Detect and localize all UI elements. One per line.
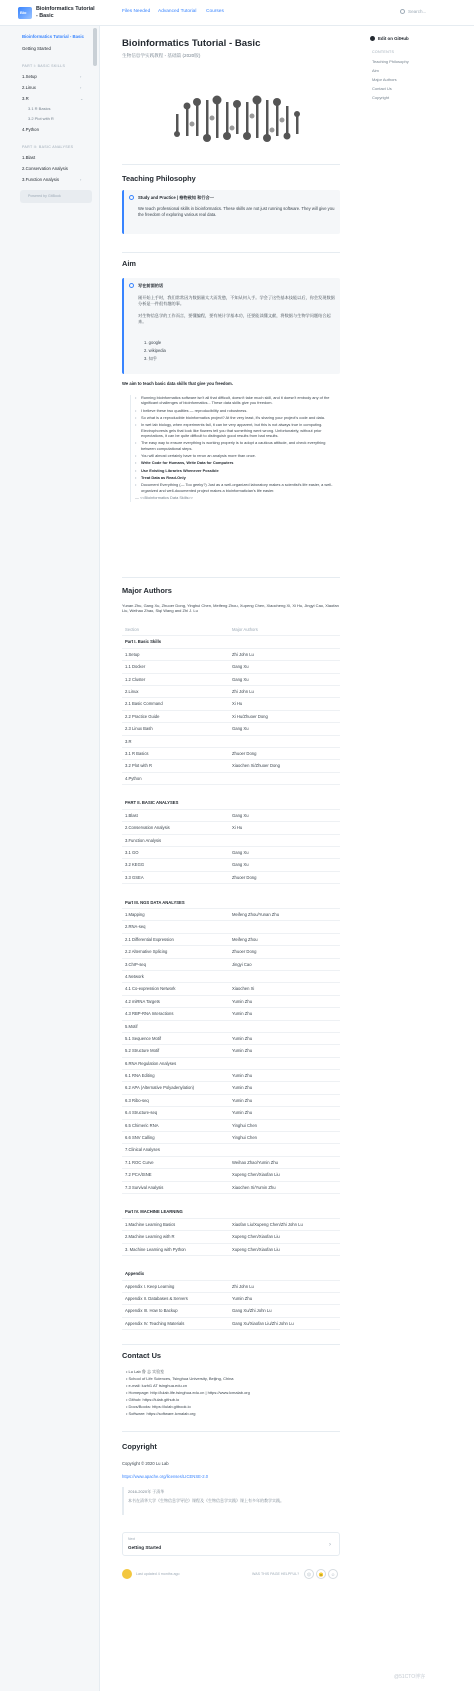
table-row bbox=[122, 946, 340, 958]
cell-authors: Weihao Zhao/Yumin Zhu bbox=[232, 1159, 279, 1165]
feedback-buttons bbox=[302, 1569, 338, 1579]
table-row bbox=[122, 1182, 340, 1194]
cell-authors: Xi Hu bbox=[232, 825, 243, 831]
search-box[interactable] bbox=[400, 9, 426, 15]
toc-heading: CONTENTS bbox=[372, 50, 395, 54]
info-icon bbox=[129, 195, 134, 200]
divider bbox=[122, 252, 340, 253]
aim-bullet: • Running bioinformatics software isn't all that difficult, doesn't take much skill, and it doesn't embody any of the significant challenges of bioinformatics... These data skills give you freedom. bbox=[135, 395, 340, 406]
table-section-row bbox=[122, 1268, 340, 1280]
divider bbox=[122, 1431, 340, 1432]
cell-section: 2.3 Linux Bash bbox=[125, 726, 153, 732]
cell-section: Part III. NGS DATA ANALYSES bbox=[125, 899, 185, 905]
toc-item-major-authors[interactable]: Major Authors bbox=[372, 77, 397, 82]
nav-files-needed[interactable]: Files Needed bbox=[122, 9, 151, 14]
table-row bbox=[122, 711, 340, 723]
table-row bbox=[122, 1157, 340, 1169]
cell-authors: Yumin Zhu bbox=[232, 1097, 253, 1103]
table-row bbox=[122, 674, 340, 686]
cell-section: 3.2 Plot with R bbox=[125, 763, 152, 769]
cell-authors: Gang Xu/Zhi John Lu bbox=[232, 1308, 272, 1314]
cell-section: 2.2 Alternative Splicing bbox=[125, 949, 168, 955]
table-row bbox=[122, 1008, 340, 1020]
contact-github-link[interactable]: • Github: https://lulab.github.io bbox=[126, 1396, 180, 1402]
cell-authors: Xupeng Chen/Xiaofan Liu bbox=[232, 1172, 280, 1178]
heading-major-authors: Major Authors bbox=[122, 586, 172, 595]
table-row bbox=[122, 996, 340, 1008]
table-row bbox=[122, 1058, 340, 1070]
cell-authors: Yumin Zhu bbox=[232, 1073, 253, 1079]
nav-advanced-tutorial[interactable]: Advanced Tutorial bbox=[158, 9, 197, 14]
cell-section: 7.3 Survival Analysis bbox=[125, 1184, 164, 1190]
cell-section: Appendix I. Keep Learning bbox=[125, 1283, 175, 1289]
cell-section: 1.Setup bbox=[125, 651, 140, 657]
cell-section: 5.Motif bbox=[125, 1023, 138, 1029]
table-row bbox=[122, 872, 340, 884]
cell-section: Part I. Basic Skills bbox=[125, 639, 162, 645]
cell-section: 5.2 Structure Motif bbox=[125, 1048, 160, 1054]
helpful-prompt: WAS THIS PAGE HELPFUL? bbox=[252, 1572, 300, 1576]
header-section: Section bbox=[125, 627, 139, 632]
cell-authors: Yumin Zhu bbox=[232, 998, 253, 1004]
top-bar bbox=[0, 0, 474, 26]
aim-source: — <<Bioinformatics Data Skills>> bbox=[135, 494, 193, 500]
table-row bbox=[122, 1305, 340, 1317]
cell-section: 1.Machine Learning Basics bbox=[125, 1221, 176, 1227]
aim-statement: We aim to teach basic data skills that give you freedom. bbox=[122, 381, 233, 386]
hint-study-practice bbox=[122, 190, 340, 234]
contact-item: • e-mail: luzhi1 AT tsinghua.edu.cn bbox=[126, 1382, 188, 1388]
last-updated: Last updated 4 months ago bbox=[136, 1571, 180, 1576]
heading-copyright: Copyright bbox=[122, 1442, 157, 1451]
cell-authors: Gang Xu bbox=[232, 862, 249, 868]
watermark: @51CTO博客 bbox=[394, 1674, 426, 1680]
table-row bbox=[122, 810, 340, 822]
cell-section: 6.3 Ribo-seq bbox=[125, 1097, 149, 1103]
hint-title: 写在前面的话 bbox=[138, 283, 164, 288]
chevron-down-icon[interactable]: ⌄ bbox=[80, 96, 84, 101]
contact-item: • School of Life Sciences, Tsinghua University, Beijing, China bbox=[126, 1375, 234, 1381]
cell-authors: Zhuoer Dong bbox=[232, 949, 257, 955]
table-row bbox=[122, 909, 340, 921]
cell-section: 3.R bbox=[125, 738, 132, 744]
cell-section: 6.5 Chimeric RNA bbox=[125, 1122, 159, 1128]
table-row bbox=[122, 959, 340, 971]
aim-bullet: • In wet lab biology, when experiments fail, it can be very apparent, but this is not always true in computing. Electrophoresis gels that look like flowers tell you that something went wrong. Unfortunately, without prior expectations, it can be quite difficult to distinguish good results from bad results. bbox=[135, 422, 340, 438]
cell-section: 4.Network bbox=[125, 973, 144, 979]
hint-foreword bbox=[122, 278, 340, 374]
table-row bbox=[122, 661, 340, 673]
chevron-icon[interactable]: › bbox=[80, 85, 82, 90]
brand-title[interactable]: Bioinformatics Tutorial - Basic bbox=[36, 6, 95, 20]
table-row bbox=[122, 760, 340, 772]
table-row bbox=[122, 983, 340, 995]
cell-authors: Gang Xu bbox=[232, 664, 249, 670]
page-subtitle: 生物信息学实践教程 - 基础篇 (2020版) bbox=[122, 53, 201, 58]
sidebar-item-home[interactable]: Bioinformatics Tutorial - Basic bbox=[22, 34, 84, 39]
divider bbox=[122, 1344, 340, 1345]
cell-authors: Xupeng Chen/Xiaofan Liu bbox=[232, 1234, 280, 1240]
sidebar-item-getting-started[interactable]: Getting Started bbox=[22, 46, 51, 51]
license-link[interactable]: https://www.apache.org/licenses/LICENSE-2.0 bbox=[122, 1474, 209, 1479]
table-row bbox=[122, 736, 340, 748]
powered-label: Powered by GitBook bbox=[28, 194, 61, 198]
cell-section: 3.3 GSEA bbox=[125, 874, 144, 880]
cell-authors: Xupeng Chen/Xiaofan Liu bbox=[232, 1246, 280, 1252]
aim-bullet: • Use Existing Libraries Whenever Possible bbox=[135, 468, 340, 473]
next-title: Getting Started bbox=[128, 1545, 162, 1550]
aim-bullet: • Write Code for Humans, Write Data for Computers bbox=[135, 460, 340, 465]
authors-list: Yunan Zhu, Gang Xu, Zhuoer Dong, Yinghui Chen, Meifeng Zhou, Xupeng Chen, Xiaocheng Xi, Xi Hu, Jingyi Cao, Xiaofan Liu, Weihao Zhao, Siqi Wang and Zhi J. Lu bbox=[122, 603, 339, 614]
hint-list-item: 1. google bbox=[144, 340, 162, 345]
table-row bbox=[122, 1107, 340, 1119]
table-section-row bbox=[122, 636, 340, 648]
copyright-line: Copyright © 2020 Lu Lab bbox=[122, 1461, 169, 1466]
arrow-right-icon: › bbox=[329, 1542, 331, 1548]
table-row bbox=[122, 1033, 340, 1045]
table-row bbox=[122, 1281, 340, 1293]
avatar bbox=[122, 1569, 132, 1579]
table-row bbox=[122, 649, 340, 661]
divider bbox=[122, 577, 340, 578]
cell-authors: Gang Xu bbox=[232, 676, 249, 682]
cell-authors: Xiaochen Xi/Yumin Zhu bbox=[232, 1184, 276, 1190]
cell-section: 4.Python bbox=[125, 775, 142, 781]
hint-body: We teach professional skills in bioinformatics. These skills are not just running software. They will give you the freedom of exploring various real data. bbox=[138, 206, 335, 217]
table-row bbox=[122, 1021, 340, 1033]
header-authors: Major Authors bbox=[232, 627, 258, 632]
table-row bbox=[122, 971, 340, 983]
table-row bbox=[122, 1095, 340, 1107]
table-row bbox=[122, 723, 340, 735]
table-row bbox=[122, 921, 340, 933]
cell-section: 1.Blast bbox=[125, 812, 138, 818]
aim-bullet: • So what is a reproducible bioinformatics project? At the very least, it's sharing your project's code and data. bbox=[135, 415, 340, 420]
sidebar-item-python[interactable]: 4.Python bbox=[22, 127, 39, 132]
sidebar-heading-part2: PART II: BASIC ANALYSES bbox=[22, 145, 74, 149]
cell-authors: Gang Xu/Xiaofan Liu/Zhi John Lu bbox=[232, 1320, 294, 1326]
cell-authors: Yumin Zhu bbox=[232, 1035, 253, 1041]
hint-title: Study and Practice | 格物致知 和行合一 bbox=[138, 195, 214, 200]
table-row bbox=[122, 1132, 340, 1144]
sidebar-item-conservation[interactable]: 2.Conservation Analysis bbox=[22, 166, 68, 171]
cell-section: 3.1 R Basics bbox=[125, 750, 149, 756]
sidebar-item-function-analysis[interactable]: 3.Function Analysis bbox=[22, 177, 60, 182]
table-row bbox=[122, 1194, 340, 1206]
cell-section: 2.2 Practice Guide bbox=[125, 713, 160, 719]
chevron-icon[interactable]: › bbox=[80, 74, 82, 79]
cell-authors: Meifeng Zhou bbox=[232, 936, 258, 942]
authors-table bbox=[122, 624, 340, 1330]
cell-authors: Zhi John Lu bbox=[232, 651, 254, 657]
sidebar-item-blast[interactable]: 1.Blast bbox=[22, 155, 36, 160]
table-row bbox=[122, 1144, 340, 1156]
sidebar-item-plot-with-r[interactable]: 3.2 Plot with R bbox=[28, 116, 54, 121]
cell-authors: Xiaochen Xi bbox=[232, 986, 255, 992]
quote-block bbox=[122, 1487, 340, 1515]
cell-authors: Meifeng Zhou/Yunan Zhu bbox=[232, 911, 280, 917]
github-icon bbox=[370, 36, 375, 41]
table-row bbox=[122, 1244, 340, 1256]
cell-authors: Zhi John Lu bbox=[232, 1283, 254, 1289]
contact-homepage-link[interactable]: • Homepage: http://lulab.life.tsinghua.edu.cn | https://www.lcmalab.org bbox=[126, 1389, 250, 1395]
aim-bullets bbox=[130, 395, 340, 502]
table-row bbox=[122, 934, 340, 946]
cell-section: 3.Function Analysis bbox=[125, 837, 162, 843]
cell-section: 4.2 miRNA Targets bbox=[125, 998, 160, 1004]
next-page-card[interactable] bbox=[122, 1532, 340, 1556]
cell-section: 2.Conservation Analysis bbox=[125, 825, 170, 831]
cell-section: 3. Machine Learning with Python bbox=[125, 1246, 186, 1252]
contact-item: • Lu Lab 鲁 志 实验室 bbox=[126, 1369, 165, 1374]
sad-face-icon[interactable]: ☹ bbox=[304, 1569, 314, 1579]
cell-section: Appendix bbox=[125, 1271, 145, 1277]
toc-item-aim[interactable]: Aim bbox=[372, 68, 379, 73]
table-row bbox=[122, 1120, 340, 1132]
cell-authors: Jingyi Cao bbox=[232, 961, 252, 967]
table-row bbox=[122, 847, 340, 859]
cell-section: 3.1 GO bbox=[125, 850, 139, 856]
cell-authors: Xiaofan Liu/Xupeng Chen/Zhi John Lu bbox=[232, 1221, 303, 1227]
sidebar-item-setup[interactable]: 1.Setup bbox=[22, 74, 37, 79]
cell-authors: Yumin Zhu bbox=[232, 1085, 253, 1091]
table-row bbox=[122, 1293, 340, 1305]
table-row bbox=[122, 785, 340, 797]
search-placeholder: Search... bbox=[408, 9, 427, 14]
hint-paragraph: 对生物信息学的工作而言，要懂编程，要有统计学基本功，还要能读懂文献，将数据与生物学问题结合起来。 bbox=[138, 313, 331, 324]
cell-section: 5.1 Sequence Motif bbox=[125, 1035, 162, 1041]
table-section-row bbox=[122, 1206, 340, 1218]
cell-section: Part IV. MACHINE LEARNING bbox=[125, 1209, 183, 1215]
sidebar-heading-part1: PART I: BASIC SKILLS bbox=[22, 64, 66, 68]
neutral-face-icon[interactable]: 😐 bbox=[316, 1569, 326, 1579]
cell-authors: Xiaochen Xi/Zhuoer Dong bbox=[232, 763, 280, 769]
hint-paragraph: 刚开始上手时，我们常常因为数据量太大而发愁，不知从何入手。学会了这些基本技能以后，你会发现数据分析是一件很有趣的事。 bbox=[138, 295, 335, 306]
toc-item-copyright[interactable]: Copyright bbox=[372, 95, 390, 100]
table-row bbox=[122, 835, 340, 847]
powered-by-gitbook[interactable] bbox=[20, 190, 92, 203]
cell-section: 1.Mapping bbox=[125, 911, 145, 917]
table-row bbox=[122, 1219, 340, 1231]
sidebar-item-r-basics[interactable]: 3.1 R Basics bbox=[28, 106, 51, 111]
sidebar-item-linux[interactable]: 2.Linux bbox=[22, 85, 36, 90]
cell-section: 4.1 Co-expression Network bbox=[125, 986, 176, 992]
aim-bullet: • Treat Data as Read-Only bbox=[135, 475, 340, 480]
table-row bbox=[122, 822, 340, 834]
table-row bbox=[122, 1082, 340, 1094]
divider bbox=[122, 164, 340, 165]
edit-on-github[interactable] bbox=[370, 36, 409, 42]
cell-section: 1.2 Cluster bbox=[125, 676, 146, 682]
cell-authors: Yinghui Chen bbox=[232, 1135, 257, 1141]
search-icon bbox=[400, 9, 405, 14]
table-row bbox=[122, 1169, 340, 1181]
site-logo[interactable] bbox=[18, 7, 32, 19]
footer-row bbox=[122, 1569, 344, 1579]
cell-authors: Zhuoer Dong bbox=[232, 874, 257, 880]
cell-authors: Gang Xu bbox=[232, 812, 249, 818]
aim-bullet: • You will almost certainly have to rerun an analysis more than once. bbox=[135, 453, 340, 458]
cell-authors: Xi Hu/Zhuoer Dong bbox=[232, 713, 268, 719]
cell-section: 7.1 ROC Curve bbox=[125, 1159, 154, 1165]
contact-list bbox=[126, 1369, 340, 1418]
cell-section: 2.1 Differential Expression bbox=[125, 936, 174, 942]
dna-illustration bbox=[172, 94, 302, 154]
aim-bullet: • I believe these two qualities — reproducibility and robustness. bbox=[135, 408, 340, 413]
edit-label: Edit on GitHub bbox=[378, 36, 409, 41]
cell-section: 6.2 APA (Alternative Polyadenylation) bbox=[125, 1085, 195, 1091]
cell-section: 6.1 RNA Editing bbox=[125, 1073, 155, 1079]
sidebar-item-r[interactable]: 3.R bbox=[22, 96, 29, 101]
chevron-icon[interactable]: › bbox=[80, 177, 82, 182]
cell-authors: Xi Hu bbox=[232, 701, 243, 707]
logo-text: Bio bbox=[20, 10, 27, 15]
table-row bbox=[122, 698, 340, 710]
table-row bbox=[122, 686, 340, 698]
nav-courses[interactable]: Courses bbox=[206, 9, 224, 14]
cell-authors: Zhi John Lu bbox=[232, 688, 254, 694]
cell-section: 6.6 SNV Calling bbox=[125, 1135, 155, 1141]
cell-section: 7.2 PCA/tSNE bbox=[125, 1172, 152, 1178]
cell-authors: Zhuoer Dong bbox=[232, 750, 257, 756]
cell-section: 2.Machine Learning with R bbox=[125, 1234, 175, 1240]
cell-authors: Gang Xu bbox=[232, 726, 249, 732]
cell-section: 3.2 KEGG bbox=[125, 862, 145, 868]
toc-item-teaching-philosophy[interactable]: Teaching Philosophy bbox=[372, 59, 409, 64]
aim-bullet: • Document Everything (— Too geeky?) Just as a well-organized laboratory makes a scientist's life easier, a well-organized and well-documented project makes a bioinformatician's life easier. bbox=[135, 482, 340, 493]
cell-section: 6.RNA Regulation Analyses bbox=[125, 1060, 177, 1066]
quote-text: 本书在清华大学《生物信息学导论》课程及《生物信息学实践》课上有多年的教学实践。 bbox=[128, 1498, 284, 1504]
cell-section: Appendix IV. Teaching Materials bbox=[125, 1320, 185, 1326]
cell-section: Appendix III. How to Backup bbox=[125, 1308, 178, 1314]
cell-authors: Yumin Zhu bbox=[232, 1296, 253, 1302]
next-label: Next bbox=[128, 1537, 135, 1541]
cell-section: 4.3 RBP-RNA Interactions bbox=[125, 1011, 174, 1017]
hint-list-item: 3. 知乎 bbox=[144, 356, 158, 361]
table-row bbox=[122, 1070, 340, 1082]
cell-section: 6.4 Structure-seq bbox=[125, 1110, 158, 1116]
cell-section: 2.RNA-seq bbox=[125, 924, 146, 930]
heading-teaching-philosophy: Teaching Philosophy bbox=[122, 174, 196, 183]
cell-section: 3.ChIP-seq bbox=[125, 961, 146, 967]
contact-software-link[interactable]: • Software: https://software.lcmalab.org bbox=[126, 1410, 196, 1416]
cell-section: 2.1 Basic Command bbox=[125, 701, 163, 707]
table-row bbox=[122, 1256, 340, 1268]
table-row bbox=[122, 1231, 340, 1243]
table-row bbox=[122, 884, 340, 896]
aim-bullet: • The easy way to ensure everything is working properly is to adopt a cautious attitude, and check everything between computational steps. bbox=[135, 440, 340, 451]
table-row bbox=[122, 859, 340, 871]
sidebar-scrollbar[interactable] bbox=[93, 28, 97, 66]
cell-section: 2.Linux bbox=[125, 688, 139, 694]
cell-authors: Gang Xu bbox=[232, 850, 249, 856]
page-title: Bioinformatics Tutorial - Basic bbox=[122, 38, 261, 49]
cell-authors: Yinghui Chen bbox=[232, 1122, 257, 1128]
happy-face-icon[interactable]: ☺ bbox=[328, 1569, 338, 1579]
toc-item-contact-us[interactable]: Contact Us bbox=[372, 86, 392, 91]
hint-list-item: 2. wikipedia bbox=[144, 348, 166, 353]
table-header bbox=[122, 624, 340, 636]
contact-docs-link[interactable]: • Docs/Books: https://lulab.gitbook.io bbox=[126, 1403, 191, 1409]
quote-year: 2016-2020年 于清华 bbox=[128, 1489, 165, 1494]
cell-section: 7.Clinical Analyses bbox=[125, 1147, 160, 1153]
table-row bbox=[122, 1045, 340, 1057]
table-section-row bbox=[122, 897, 340, 909]
cell-authors: Yumin Zhu bbox=[232, 1048, 253, 1054]
cell-authors: Yumin Zhu bbox=[232, 1011, 253, 1017]
info-icon bbox=[129, 283, 134, 288]
cell-section: 1.1 Docker bbox=[125, 664, 146, 670]
table-row bbox=[122, 748, 340, 760]
cell-authors: Yumin Zhu bbox=[232, 1110, 253, 1116]
heading-contact-us: Contact Us bbox=[122, 1351, 162, 1360]
cell-section: Appendix II. Databases & Servers bbox=[125, 1296, 188, 1302]
cell-section: PART II. BASIC ANALYSES bbox=[125, 800, 179, 806]
table-row bbox=[122, 1318, 340, 1330]
heading-aim: Aim bbox=[122, 259, 136, 268]
table-row bbox=[122, 773, 340, 785]
table-section-row bbox=[122, 797, 340, 809]
left-sidebar bbox=[0, 26, 100, 1691]
